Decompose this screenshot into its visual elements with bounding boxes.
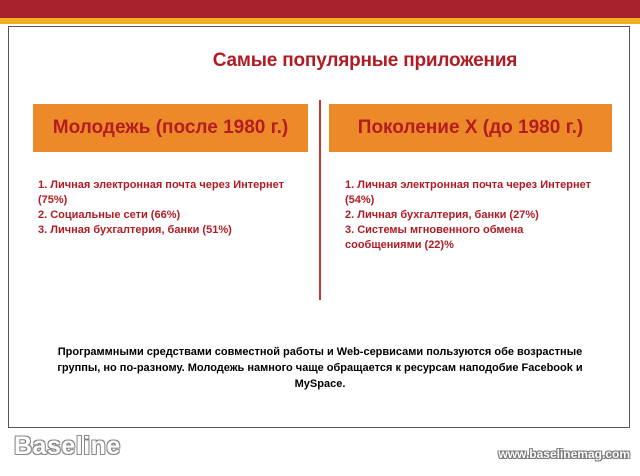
list-item: 1. Личная электронная почта через Интернет (75%) bbox=[38, 179, 284, 206]
baseline-logo: Baseline bbox=[14, 432, 121, 460]
right-list bbox=[345, 178, 600, 253]
list-item: 1. Личная электронная почта через Интернет (54%) bbox=[345, 179, 591, 206]
list-item: 2. Социальные сети (66%) bbox=[38, 209, 181, 221]
right-heading: Поколение Х (до 1980 г.) bbox=[329, 104, 612, 152]
slide-title: Самые популярные приложения bbox=[212, 50, 518, 71]
left-heading: Молодежь (после 1980 г.) bbox=[33, 104, 308, 152]
list-item: 3. Системы мгновенного обмена сообщениями (22)% bbox=[345, 224, 524, 251]
list-item: 3. Личная бухгалтерия, банки (51%) bbox=[38, 224, 232, 236]
left-list bbox=[38, 178, 293, 238]
top-accent-line bbox=[0, 18, 640, 24]
summary-note: Программными средствами совместной работы и Web-сервисами пользуются обе возрастные группы, но по-разному. Молодежь намного чаще обращается к ресурсам наподобие Facebook и MySpace. bbox=[57, 346, 583, 390]
column-divider bbox=[319, 100, 321, 300]
list-item: 2. Личная бухгалтерия, банки (27%) bbox=[345, 209, 539, 221]
top-bar bbox=[0, 0, 640, 18]
site-url: www.baselinemag.com bbox=[498, 447, 630, 461]
